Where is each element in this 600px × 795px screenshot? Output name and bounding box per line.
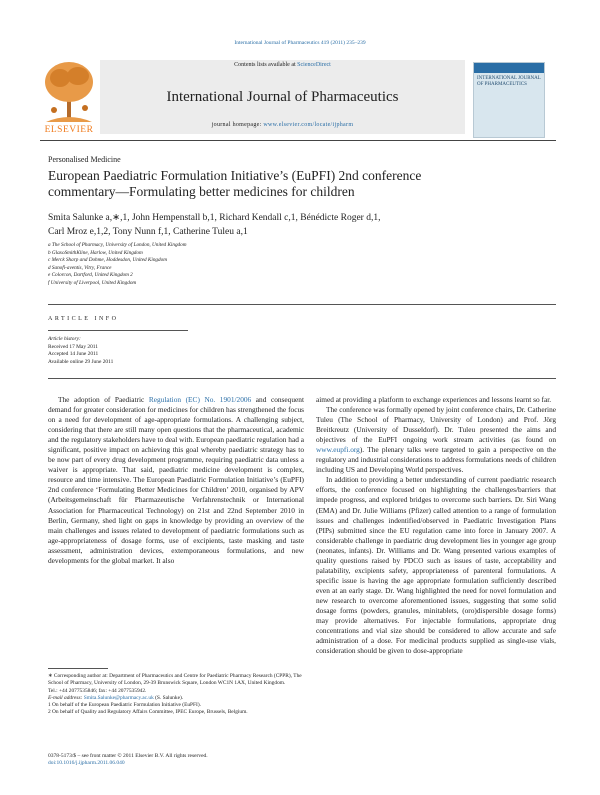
article-title xyxy=(48,168,548,200)
authors-line-1: Smita Salunke a,∗,1, John Hempenstall b,1, Richard Kendall c,1, Bénédicte Roger d,1, xyxy=(48,213,381,223)
affiliation: d Sanofi-aventis, Vitry, France xyxy=(48,264,112,271)
doi-link[interactable]: doi:10.1016/j.ijpharm.2011.06.040 xyxy=(48,760,125,767)
cover-bar xyxy=(474,63,544,73)
email-link[interactable]: Smita.Salunke@pharmacy.ac.uk xyxy=(83,694,154,701)
journal-banner xyxy=(100,60,465,134)
tel-note: Tel.: +44 2077535846; fax: +44 2077535942. xyxy=(48,687,147,694)
affiliation: b GlaxoSmithKline, Harlow, United Kingdom xyxy=(48,249,143,256)
paragraph xyxy=(316,405,556,475)
history-item: Available online 29 June 2011 xyxy=(48,358,114,365)
email-suffix: (S. Salunke). xyxy=(153,694,184,701)
paragraph-text: and consequent demand for greater consideration for medicines for children has strengthened the focus on a need for development of age-appropriate formulations. A challenging subject, considering that there are still many open questions that the pharmaceutical, academic and the regulatory stakeholders have to deal with. European paediatric regulation had a significant, positive impact on achieving this goal whereby paediatric strategy has to be now part of every drug development programme, requiring paediatric data unless a waiver is appropriate. That said, paediatric medicine development is complex, resource and time intensive. The European Paediatric Formulation Initiative’s (EuPFI) 2nd conference ‘Formulating Better Medicines for Children’ 2010, organised by APV (Arbeitsgemeinschaft für Pharmazeutische Verfahrenstechnik or International Association for Pharmaceutical Technology) on 21st and 22nd September 2010 in Berlin, Germany, shed light on gaps in knowledge by providing an overview of the main challenges and issues related to development of paediatric formulations such as age-appropriateness of dosage forms, use of excipients, taste masking and taste assessment, administration devices, extemporaneous formulations, and new developments for the global market. It also xyxy=(48,395,304,565)
history-item: Accepted 14 June 2011 xyxy=(48,351,99,357)
regulation-link[interactable]: Regulation (EC) No. 1901/2006 xyxy=(148,395,252,404)
contents-prefix: Contents lists available at xyxy=(234,62,298,68)
issn-line: 0378-5173/$ – see front matter © 2011 Elsevier B.V. All rights reserved. xyxy=(48,753,208,759)
divider xyxy=(48,330,188,331)
divider xyxy=(48,304,556,305)
copyright-block xyxy=(48,753,208,768)
affiliation: e Colorcon, Dartford, United Kingdom 2 xyxy=(48,272,133,279)
affiliation: f University of Liverpool, United Kingdom xyxy=(48,279,137,286)
authors-line-2: Carl Mroz e,1,2, Tony Nunn f,1, Catherine Tuleu a,1 xyxy=(48,227,248,237)
eupfi-link[interactable]: www.eupfi.org xyxy=(316,445,360,455)
paragraph: aimed at providing a platform to exchange experiences and lessons learnt so far. xyxy=(316,395,552,404)
journal-header xyxy=(40,58,556,141)
paragraph-text: ). The plenary talks were targeted to gain a perspective on the regulatory and industrial considerations to address formulations needs of children including US and Developing World perspectives. xyxy=(316,445,556,475)
article-info-heading: ARTICLE INFO xyxy=(48,316,119,322)
title-line-2: commentary—Formulating better medicines for children xyxy=(48,184,355,199)
journal-citation[interactable]: International Journal of Pharmaceutics 419 (2011) 235–239 xyxy=(234,40,366,46)
paragraph: In addition to providing a better understanding of current paediatric research efforts, the conference focused on highlighting the challenges/barriers that impede progress, and explored bridges to overcome such barriers. Dr. Siri Wang (EMA) and Dr. Julie Williams (Pfizer) called attention to a range of formulation issues and challenges indentified/observed in Paediatric Investigation Plans (PIPs) submitted since the EU regulation came into force in January 2007. A considerable challenge in paediatric drug development lies in younger age group (neonates, infants). Dr. Williams and Dr. Wang presented various examples of quality questions raised by PDCO such as issues of taste, acceptability and palatability, excipients safety, appropriateness of parenteral formulations. A specific issue is having the age appropriate formulation sufficiently described even at an early stage. Dr. Wang highlighted the need for novel formulation and new research to overcome aforementioned issues, suggesting that some solid dosage forms (powders, granules, minitablets, (oro)dispersible dosage forms) may provide alternatives. For injectable formulations, appropriate drug concentrations and vial size should be considered to allow accurate and safe administration of a dose. For medicinal products supplied as single-use vials, consideration should be given to dose-appropriate xyxy=(316,475,556,656)
affiliation: c Merck Sharp and Dohme, Hoddesdon, United Kingdom xyxy=(48,257,167,264)
sciencedirect-link[interactable]: ScienceDirect xyxy=(297,62,331,68)
body-column-left xyxy=(48,395,304,566)
cover-title: INTERNATIONAL JOURNAL OF PHARMACEUTICS xyxy=(477,76,541,87)
history-item: Received 17 May 2011 xyxy=(48,343,98,350)
footnotes xyxy=(48,673,304,717)
publisher-name: ELSEVIER xyxy=(44,125,94,135)
footnote-2: 2 On behalf of Quality and Regulatory Affairs Committee, IPEC Europe, Brussels, Belgium. xyxy=(48,709,248,716)
author-list xyxy=(48,211,558,239)
homepage-link[interactable]: www.elsevier.com/locate/ijpharm xyxy=(263,122,354,128)
contents-line xyxy=(100,62,465,68)
email-label: E-mail address: xyxy=(48,694,84,701)
journal-homepage xyxy=(100,122,465,128)
corresponding-note: ∗ Corresponding author at: Department of Pharmaceutics and Centre for Paediatric Pharmacy Research (CPPR), The School of Pharmacy, University of London, 29-39 Brunswick Square, London WC1N 1AX, United Kingdom. xyxy=(48,673,302,687)
title-line-1: European Paediatric Formulation Initiative’s (EuPFI) 2nd conference xyxy=(48,168,422,183)
section-label: Personalised Medicine xyxy=(48,155,121,164)
paragraph-text: The conference was formally opened by joint conference chairs, Dr. Catherine Tuleu (The School of Pharmacy, University of London) and Prof. Jörg Breitkreutz (University of Dusseldorf). Dr. Tuleu presented the aims and objectives of the EuPFI ongoing work stream activities (as found on xyxy=(316,405,557,445)
footnote-divider xyxy=(48,668,108,669)
affiliation: a The School of Pharmacy, University of London, United Kingdom xyxy=(48,242,187,248)
journal-cover-thumbnail xyxy=(473,62,545,138)
history-label: Article history: xyxy=(48,336,81,342)
affiliations xyxy=(48,242,186,288)
divider xyxy=(48,378,556,379)
homepage-label: journal homepage: xyxy=(211,122,264,128)
article-history xyxy=(48,336,113,366)
footnote-1: 1 On behalf of the European Paediatric Formulation Initiative (EuPFI). xyxy=(48,702,201,709)
paragraph-text: The adoption of Paediatric xyxy=(58,395,149,404)
paragraph xyxy=(48,395,304,566)
body-column-right xyxy=(316,395,556,656)
journal-title: International Journal of Pharmaceutics xyxy=(166,89,399,105)
